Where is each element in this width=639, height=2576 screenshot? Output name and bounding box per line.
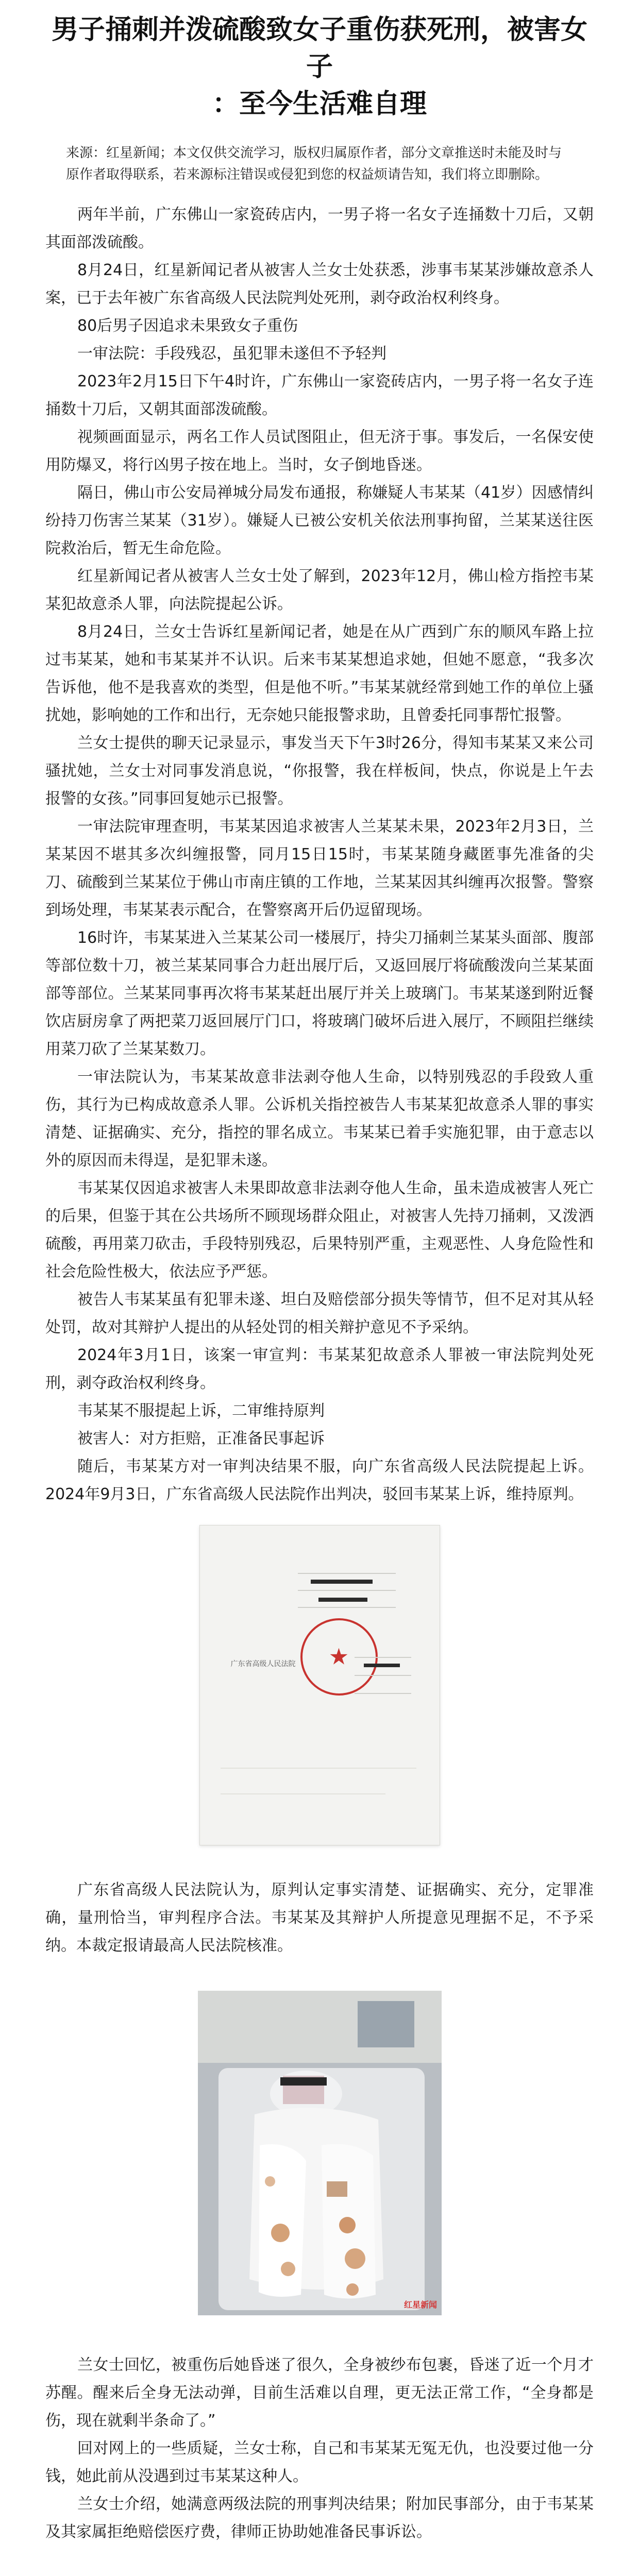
- article-paragraph: 红星新闻记者从被害人兰女士处了解到，2023年12月，佛山检方指控韦某某犯故意杀人罪，向法院提起公诉。: [45, 567, 594, 613]
- article-paragraph: 2024年3月1日，该案一审宣判：韦某某犯故意杀人罪被一审法院判处死刑，剥夺政治权利终身。: [45, 1346, 594, 1392]
- article-paragraph: 一审法院认为，韦某某故意非法剥夺他人生命，以特别残忍的手段致人重伤，其行为已构成故意杀人罪。公诉机关指控被告人韦某某犯故意杀人罪的事实清楚、证据确实、充分，指控的罪名成立。韦某某已着手实施犯罪，由于意志以外的原因而未得逞，是犯罪未遂。: [45, 1068, 594, 1170]
- article-paragraph: 两年半前，广东佛山一家瓷砖店内，一男子将一名女子连捅数十刀后，又朝其面部泼硫酸。: [45, 206, 594, 251]
- article-paragraph: 韦某某仅因追求被害人未果即故意非法剥夺他人生命，虽未造成被害人死亡的后果，但鉴于其在公共场所不顾现场群众阻止，对被害人先持刀捅刺，又泼洒硫酸，再用菜刀砍击，手段特别残忍，后果特别严重，主观恶性、人身危险性和社会危险性极大，依法应予严惩。: [45, 1179, 594, 1281]
- court-document-photo: [199, 1525, 440, 1845]
- article-body: [45, 201, 594, 2546]
- photo-watermark: 红星新闻: [403, 2300, 437, 2310]
- article-paragraph: 8月24日，兰女士告诉红星新闻记者，她是在从广西到广东的顺风车路上拉过韦某某，她和韦某某并不认识。后来韦某某想追求她，但她不愿意，“我多次告诉他，他不是我喜欢的类型，但是他不听。”韦某某就经常到她工作的单位上骚扰她，影响她的工作和出行，无奈她只能报警求助，且曾委托同事帮忙报警。: [45, 623, 594, 724]
- document-court-label: 广东省高级人民法院: [230, 1660, 296, 1668]
- article-paragraph: 一审法院审理查明，韦某某因追求被害人兰某某未果，2023年2月3日，兰某某因不堪其多次纠缠报警，同月15日15时，韦某某随身藏匿事先准备的尖刀、硫酸到兰某某位于佛山市南庄镇的工作地，兰某某因其纠缠再次报警。警察到场处理，韦某某表示配合，在警察离开后仍逗留现场。: [45, 818, 594, 919]
- article-paragraph: 8月24日，红星新闻记者从被害人兰女士处获悉，涉事韦某某涉嫌故意杀人案，已于去年被广东省高级人民法院判处死刑，剥夺政治权利终身。: [45, 261, 594, 307]
- section-heading: 一审法院：手段残忍，虽犯罪未遂但不予轻判: [77, 345, 386, 363]
- article-paragraph: 隔日，佛山市公安局禅城分局发布通报，称嫌疑人韦某某（41岁）因感情纠纷持刀伤害兰某某（31岁）。嫌疑人已被公安机关依法刑事拘留，兰某某送往医院救治后，暂无生命危险。: [45, 484, 594, 557]
- source-notice: 来源：红星新闻；本文仅供交流学习，版权归属原作者，部分文章推送时未能及时与原作者取得联系，若来源标注错误或侵犯到您的权益烦请告知，我们将立即删除。: [66, 145, 562, 182]
- article-paragraph: 广东省高级人民法院认为，原判认定事实清楚、证据确实、充分，定罪准确，量刑恰当，审判程序合法。韦某某及其辩护人所提意见理据不足，不予采纳。本裁定报请最高人民法院核准。: [45, 1881, 594, 1955]
- article-paragraph: 兰女士回忆，被重伤后她昏迷了很久，全身被纱布包裹，昏迷了近一个月才苏醒。醒来后全身无法动弹，目前生活难以自理，更无法正常工作，“全身都是伤，现在就剩半条命了。”: [45, 2356, 594, 2430]
- article-title-line-2: ：至今生活难自理: [212, 89, 427, 120]
- article-paragraph: 16时许，韦某某进入兰某某公司一楼展厅，持尖刀捅刺兰某某头面部、腹部等部位数十刀，被兰某某同事合力赶出展厅后，又返回展厅将硫酸泼向兰某某面部等部位。兰某某同事再次将韦某某赶出展厅并关上玻璃门。韦某某遂到附近餐饮店厨房拿了两把菜刀返回展厅门口，将玻璃门破坏后进入展厅，不顾阻拦继续用菜刀砍了兰某某数刀。: [45, 929, 594, 1058]
- article-paragraph: 回对网上的一些质疑，兰女士称，自己和韦某某无冤无仇，也没要过他一分钱，她此前从没遇到过韦某某这种人。: [45, 2439, 594, 2485]
- victim-hospital-photo: [198, 1991, 442, 2315]
- article-paragraph: 视频画面显示，两名工作人员试图阻止，但无济于事。事发后，一名保安使用防爆叉，将行凶男子按在地上。当时，女子倒地昏迷。: [45, 428, 594, 474]
- article-page: [0, 11, 639, 2546]
- star-icon: ★: [328, 1643, 349, 1670]
- article-paragraph: 2023年2月15日下午4时许，广东佛山一家瓷砖店内，一男子将一名女子连捅数十刀后，又朝其面部泼硫酸。: [45, 372, 594, 418]
- article-title-line-1: 男子捅刺并泼硫酸致女子重伤获死刑，被害女子: [51, 14, 587, 82]
- article-paragraph: 兰女士介绍，她满意两级法院的刑事判决结果；附加民事部分，由于韦某某及其家属拒绝赔偿医疗费，律师正协助她准备民事诉讼。: [45, 2495, 594, 2541]
- section-heading: 80后男子因追求未果致女子重伤: [77, 317, 298, 335]
- section-heading: 被害人：对方拒赔，正准备民事起诉: [77, 1430, 325, 1448]
- article-paragraph: 被告人韦某某虽有犯罪未遂、坦白及赔偿部分损失等情节，但不足对其从轻处罚，故对其辩护人提出的从轻处罚的相关辩护意见不予采纳。: [45, 1291, 594, 1336]
- article-paragraph: 兰女士提供的聊天记录显示，事发当天下午3时26分，得知韦某某又来公司骚扰她，兰女士对同事发消息说，“你报警，我在样板间，快点，你说是上午去报警的女孩。”同事回复她示已报警。: [45, 734, 594, 808]
- article-title: [45, 11, 594, 123]
- article-paragraph: 随后，韦某某方对一审判决结果不服，向广东省高级人民法院提起上诉。2024年9月3日，广东省高级人民法院作出判决，驳回韦某某上诉，维持原判。: [45, 1458, 594, 1503]
- section-heading: 韦某某不服提起上诉，二审维持原判: [77, 1402, 325, 1420]
- hospital-scene-illustration: [198, 1991, 442, 2315]
